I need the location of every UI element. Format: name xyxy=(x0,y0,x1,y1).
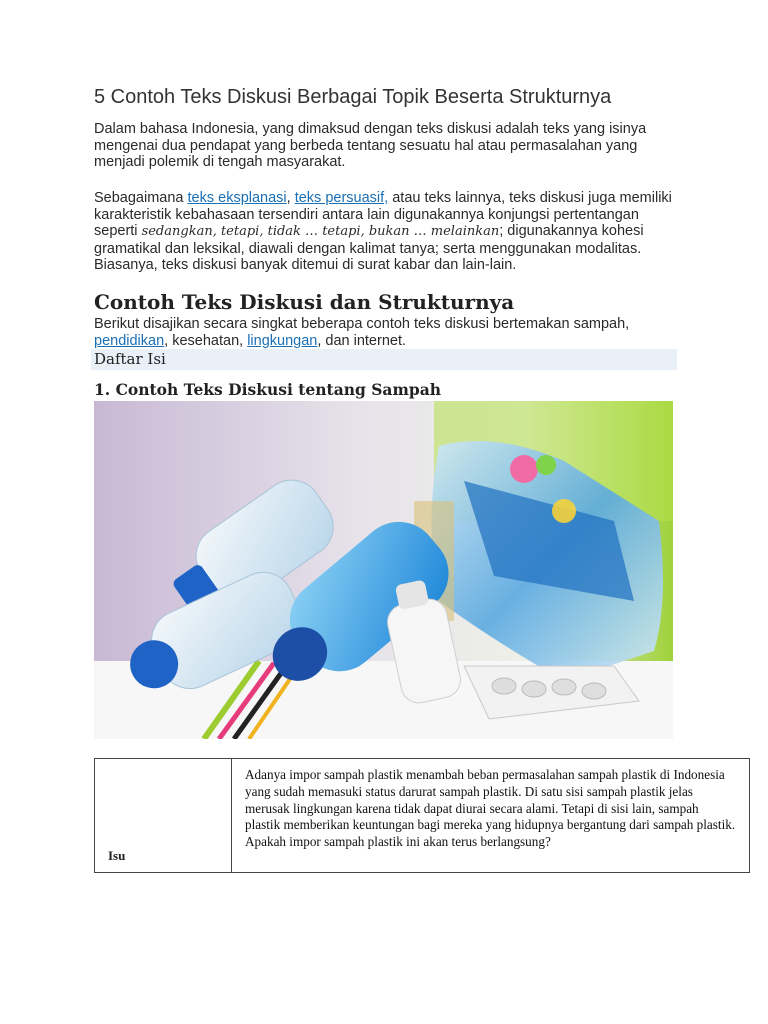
toc-label: Daftar Isi xyxy=(94,350,166,368)
link-pendidikan[interactable]: pendidikan xyxy=(94,332,165,349)
link-lingkungan[interactable]: lingkungan xyxy=(247,332,318,349)
article-title: 5 Contoh Teks Diskusi Berbagai Topik Beserta Strukturnya xyxy=(94,86,612,108)
intro-paragraph: Dalam bahasa Indonesia, yang dimaksud dengan teks diskusi adalah teks yang isinya mengenai dua pendapat yang berbeda tentang sesuatu hal atau permasalahan yang menjadi polemik di tengah masyarakat. xyxy=(94,121,647,171)
para2-text-middle: atau teks lainnya, teks diskusi juga memiliki karakteristik kebahasaan tersendiri antara lain digunakannya konjungsi pertentangan seperti xyxy=(94,190,672,240)
para3-text-middle: , kesehatan, xyxy=(164,332,248,349)
examples-intro-paragraph xyxy=(94,316,684,349)
link-teks-eksplanasi[interactable]: teks eksplanasi xyxy=(187,190,287,206)
plastic-bottles-photo xyxy=(94,401,673,739)
para2-text-end: ; digunakannya kohesi gramatikal dan leksikal, diawali dengan kalimat tanya; serta menggunakan modalitas. Biasanya, teks diskusi banyak ditemui di surat kabar dan lain-lain. xyxy=(94,223,644,274)
section-heading: Contoh Teks Diskusi dan Strukturnya xyxy=(94,290,515,314)
issue-table xyxy=(94,758,750,873)
conjunction-examples: sedangkan, tetapi, tidak … tetapi, bukan … melainkan xyxy=(141,224,500,240)
table-row xyxy=(95,759,750,873)
para2-text-before: Sebagaimana xyxy=(94,190,188,206)
link-teks-persuasif[interactable]: teks persuasif, xyxy=(294,190,389,206)
para2-separator: , xyxy=(286,190,295,206)
issue-text: Adanya impor sampah plastik menambah beban permasalahan sampah plastik di Indonesia yang sudah memasuki status darurat sampah plastik. Di satu sisi sampah plastik jelas merusak lingkungan karena tidak dapat diurai secara alami. Tetapi di sisi lain, sampah plastik memberikan keuntungan bagi mereka yang hidupnya bergantung dari sampah plastik. Apakah impor sampah plastik ini akan terus berlangsung? xyxy=(232,759,750,873)
para3-text-end: , dan internet. xyxy=(317,332,407,349)
characteristics-paragraph xyxy=(94,190,684,274)
issue-label-cell xyxy=(95,759,232,873)
para3-text-before: Berikut disajikan secara singkat beberapa contoh teks diskusi bertemakan sampah, xyxy=(94,316,630,332)
issue-label: Isu xyxy=(108,848,126,863)
table-of-contents-toggle[interactable] xyxy=(91,349,677,370)
example-heading: 1. Contoh Teks Diskusi tentang Sampah xyxy=(94,380,442,399)
